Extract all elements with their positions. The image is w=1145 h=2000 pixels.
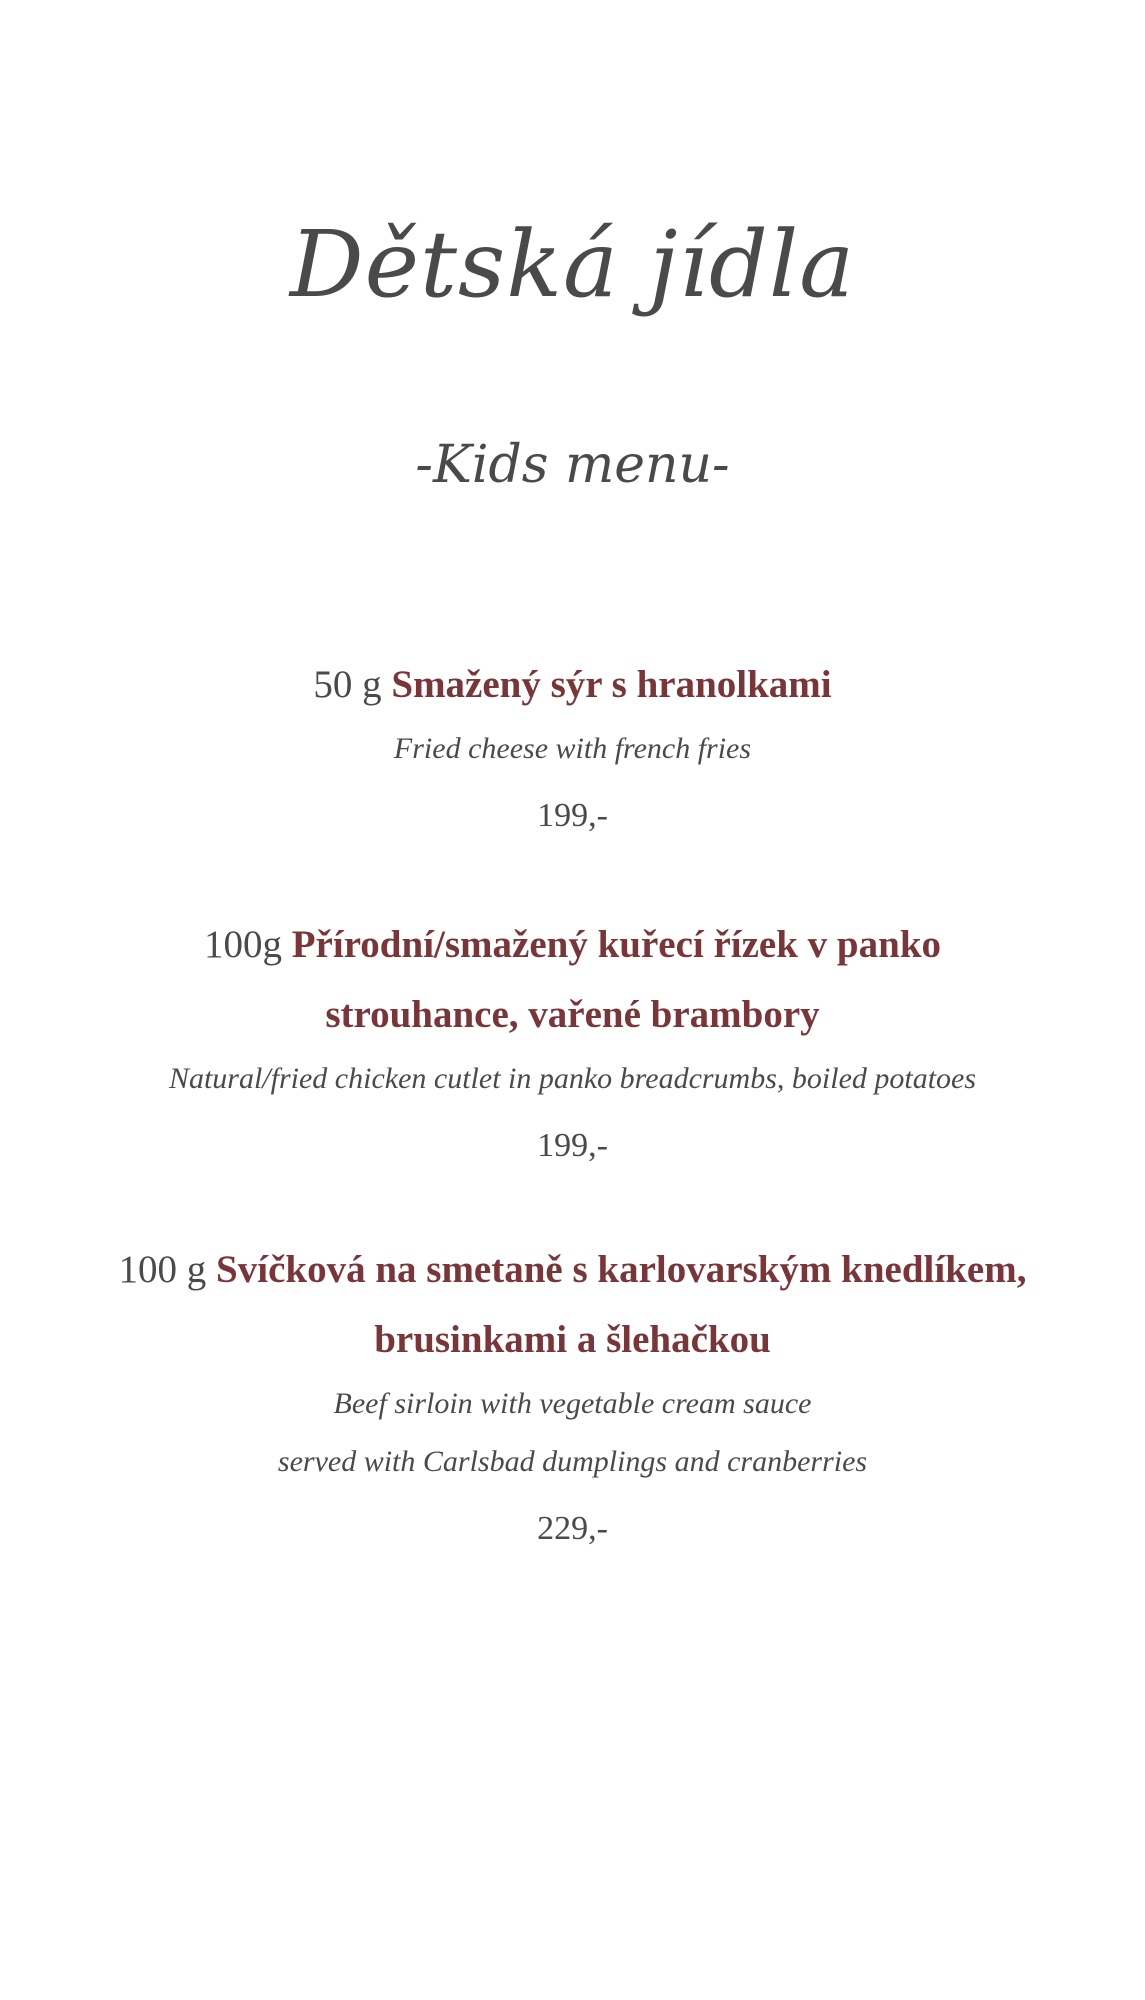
item-name-continued: strouhance, vařené brambory xyxy=(325,993,820,1036)
item-name: Smažený sýr s hranolkami xyxy=(391,663,832,706)
menu-subtitle: -Kids menu- xyxy=(415,435,730,495)
menu-item xyxy=(100,1235,1045,1559)
menu-item xyxy=(100,910,1045,1176)
menu-item xyxy=(100,650,1045,846)
item-heading xyxy=(100,1235,1045,1305)
item-description: served with Carlsbad dumplings and cranberries xyxy=(277,1445,868,1478)
item-price: 199,- xyxy=(537,797,608,834)
item-heading xyxy=(100,910,1045,980)
item-description: Fried cheese with french fries xyxy=(393,732,752,765)
item-heading-continued xyxy=(100,1305,1045,1375)
item-description: Beef sirloin with vegetable cream sauce xyxy=(333,1387,812,1420)
item-weight: 100g xyxy=(203,923,282,966)
item-description: Natural/fried chicken cutlet in panko breadcrumbs, boiled potatoes xyxy=(168,1062,977,1095)
menu-title: Dětská jídla xyxy=(289,211,856,318)
item-weight: 50 g xyxy=(313,663,382,706)
item-heading-continued xyxy=(100,980,1045,1050)
item-weight: 100 g xyxy=(118,1248,207,1291)
item-name: Svíčková na smetaně s karlovarským knedlíkem, xyxy=(216,1248,1027,1291)
item-heading xyxy=(100,650,1045,720)
item-price: 199,- xyxy=(537,1127,608,1164)
item-name: Přírodní/smažený kuřecí řízek v panko xyxy=(291,923,942,966)
item-price: 229,- xyxy=(537,1510,608,1547)
item-name-continued: brusinkami a šlehačkou xyxy=(374,1318,771,1361)
